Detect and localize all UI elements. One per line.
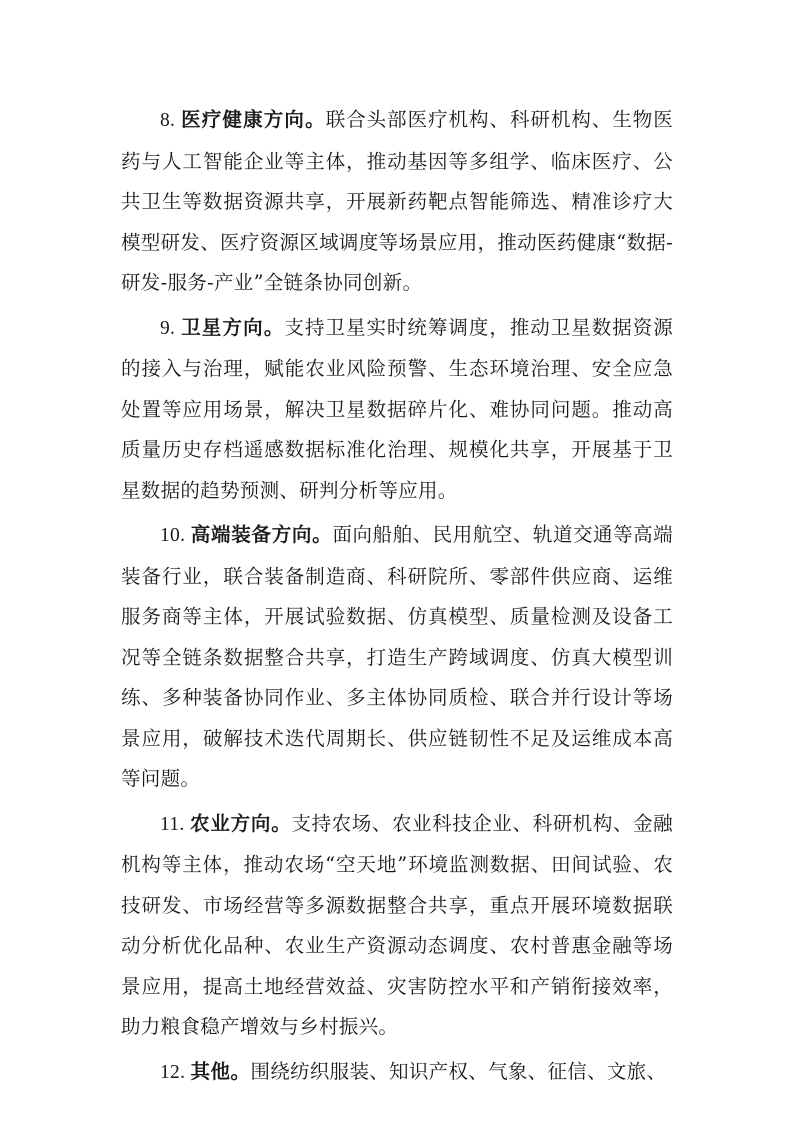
paragraph-number: 11. <box>160 813 191 835</box>
document-body <box>121 100 673 1097</box>
paragraph-agriculture <box>121 804 673 1048</box>
paragraph-number: 8. <box>160 110 182 131</box>
paragraph-number: 12. <box>160 1061 191 1083</box>
paragraph-medical-health <box>121 100 673 304</box>
paragraph-other <box>121 1052 673 1094</box>
paragraph-number: 9. <box>160 317 182 339</box>
paragraph-number: 10. <box>160 525 191 546</box>
paragraph-high-end-equipment <box>121 515 673 800</box>
paragraph-satellite <box>121 308 673 512</box>
paragraph-heading: 高端装备方向。 <box>190 523 333 546</box>
paragraph-text: 联合头部医疗机构、科研机构、生物医药与人工智能企业等主体，推动基因等多组学、临床医疗、公共卫生等数据资源共享，开展新药靶点智能筛选、精准诊疗大模型研发、医疗资源区域调度等场景应用，推动医药健康“数据-研发-服务-产业”全链条协同创新。 <box>121 108 673 294</box>
paragraph-heading: 医疗健康方向。 <box>181 108 326 131</box>
paragraph-text: 围绕纺织服装、知识产权、气象、征信、文旅、 <box>250 1059 667 1083</box>
paragraph-heading: 其他。 <box>190 1059 251 1083</box>
paragraph-text: 面向船舶、民用航空、轨道交通等高端装备行业，联合装备制造商、科研院所、零部件供应商、运维服务商等主体，开展试验数据、仿真模型、质量检测及设备工况等全链条数据整合共享，打造生产跨域调度、仿真大模型训练、多种装备协同作业、多主体协同质检、联合并行设计等场景应用，破解技术迭代周期长、供应链韧性不足及运维成本高等问题。 <box>121 523 673 790</box>
paragraph-text: 支持卫星实时统筹调度，推动卫星数据资源的接入与治理，赋能农业风险预警、生态环境治理、安全应急处置等应用场景，解决卫星数据碎片化、难协同问题。推动高质量历史存档遥感数据标准化治理、规模化共享，开展基于卫星数据的趋势预测、研判分析等应用。 <box>121 315 673 502</box>
paragraph-heading: 卫星方向。 <box>181 315 285 339</box>
paragraph-heading: 农业方向。 <box>190 811 292 835</box>
paragraph-text: 支持农场、农业科技企业、科研机构、金融机构等主体，推动农场“空天地”环境监测数据、田间试验、农技研发、市场经营等多源数据整合共享，重点开展环境数据联动分析优化品种、农业生产资源动态调度、农村普惠金融等场景应用，提高土地经营效益、灾害防控水平和产销衔接效率，助力粮食稳产增效与乡村振兴。 <box>121 811 673 1038</box>
